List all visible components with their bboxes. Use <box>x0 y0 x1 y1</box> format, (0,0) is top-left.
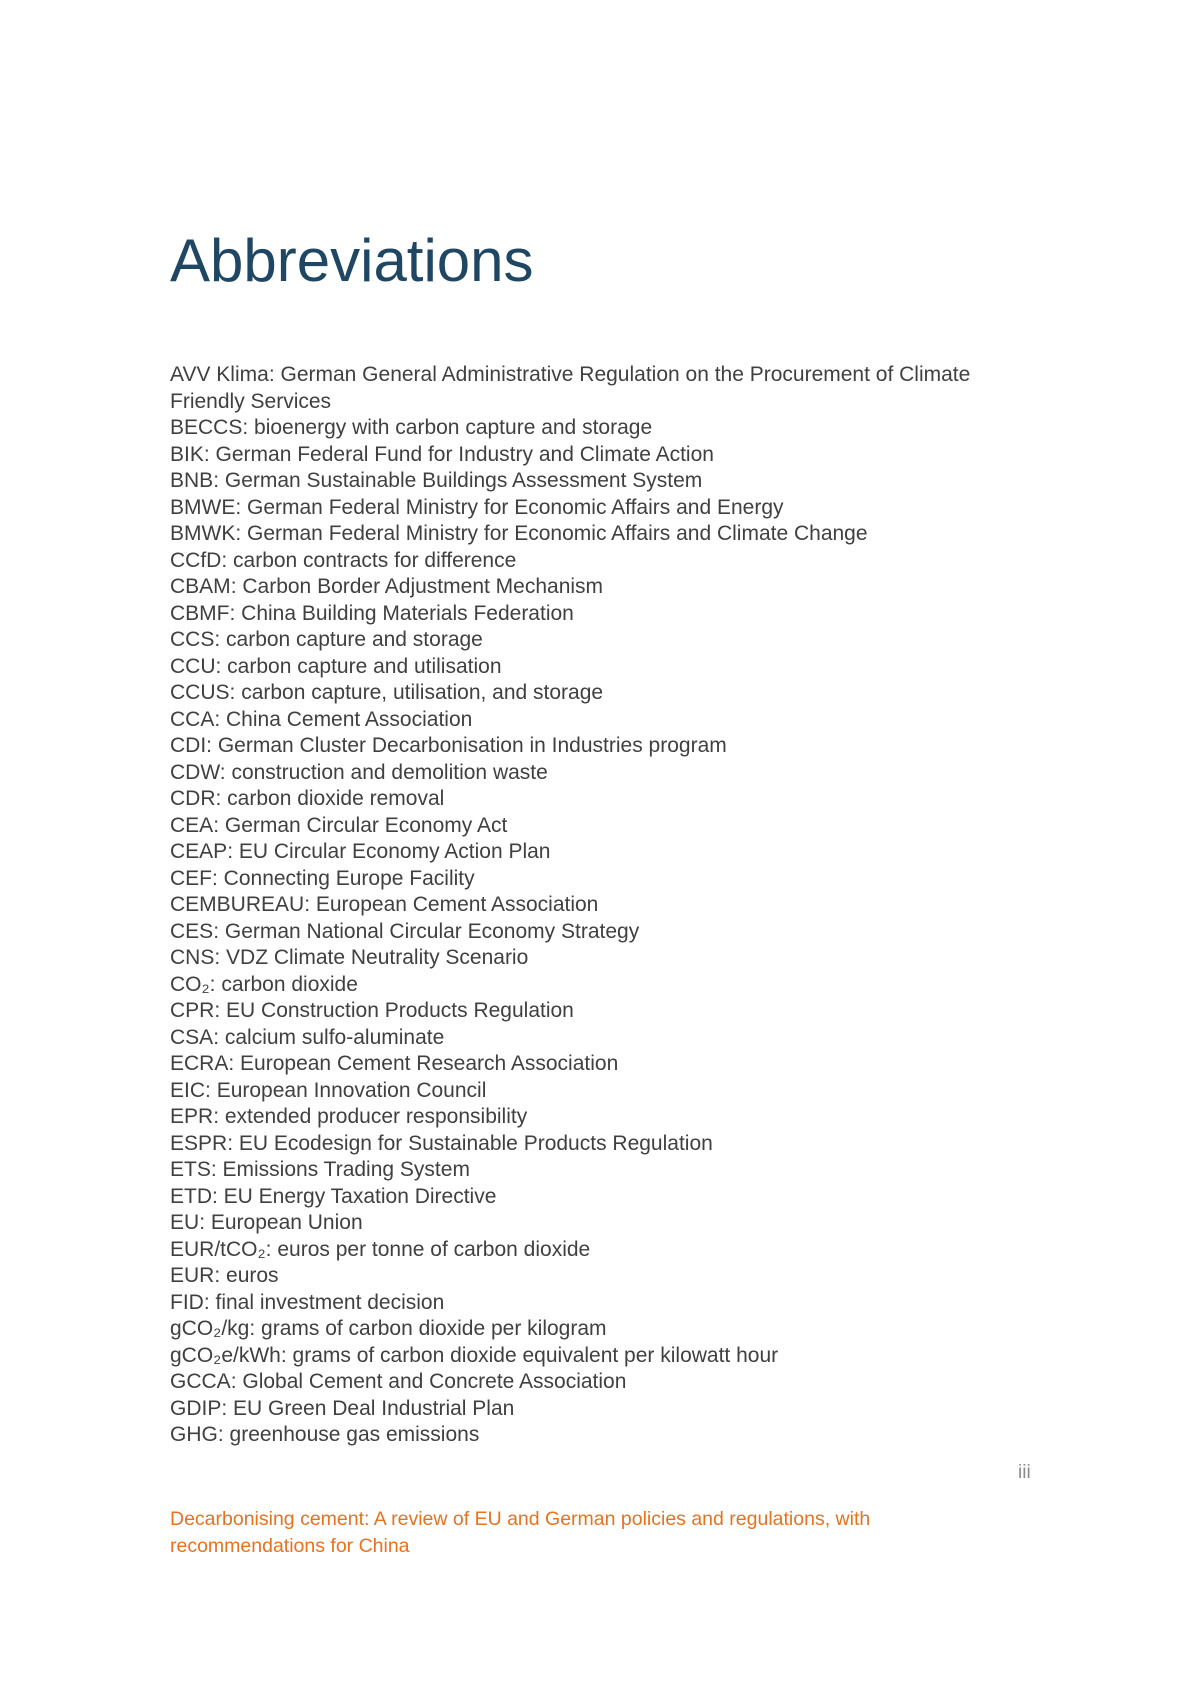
abbreviation-definition: European Cement Association <box>315 893 599 916</box>
abbreviation-definition: euros <box>226 1264 279 1287</box>
abbreviation-definition: European Cement Research Association <box>240 1052 619 1075</box>
abbreviation-item: AVV Klima: German General Administrative Regulation on the Procurement of Climate Friendly Services <box>170 363 971 413</box>
abbreviation-definition: carbon dioxide removal <box>227 787 445 810</box>
abbreviation-term: GCCA <box>170 1370 231 1393</box>
abbreviation-item: ETS: Emissions Trading System <box>170 1158 470 1181</box>
abbreviation-definition: Global Cement and Concrete Association <box>242 1370 627 1393</box>
abbreviation-item: gCO₂/kg: grams of carbon dioxide per kilogram <box>170 1317 607 1340</box>
abbreviation-item: EUR/tCO₂: euros per tonne of carbon dioxide <box>170 1237 591 1261</box>
abbreviation-term: EUR <box>170 1264 215 1287</box>
abbreviation-term: EIC <box>170 1078 206 1102</box>
abbreviation-item: CEA: German Circular Economy Act <box>170 813 508 837</box>
abbreviation-item: CEF: Connecting Europe Facility <box>170 866 475 890</box>
abbreviation-item: CCUS: carbon capture, utilisation, and storage <box>170 681 604 704</box>
abbreviation-term: gCO₂e/kWh <box>170 1343 281 1367</box>
abbreviation-term: ESPR <box>170 1131 228 1155</box>
abbreviation-item: CDR: carbon dioxide removal <box>170 787 445 810</box>
abbreviation-term: BMWE <box>170 495 236 519</box>
abbreviation-item: CO₂: carbon dioxide <box>170 972 358 996</box>
abbreviation-item: ECRA: European Cement Research Association <box>170 1052 619 1075</box>
abbreviation-definition: carbon capture, utilisation, and storage <box>241 681 604 704</box>
abbreviation-item: BECCS: bioenergy with carbon capture and storage <box>170 416 653 439</box>
abbreviation-definition: German Federal Ministry for Economic Affairs and Climate Change <box>247 522 868 545</box>
abbreviation-term: CPR <box>170 999 215 1022</box>
abbreviation-term: BMWK <box>170 522 236 545</box>
abbreviation-term: ETS <box>170 1158 211 1181</box>
abbreviation-item: CPR: EU Construction Products Regulation <box>170 999 574 1022</box>
abbreviation-definition: German Federal Fund for Industry and Climate Action <box>215 442 714 466</box>
abbreviation-definition: bioenergy with carbon capture and storage <box>254 416 653 439</box>
abbreviation-term: ETD <box>170 1184 212 1208</box>
abbreviation-definition: German Circular Economy Act <box>224 813 508 837</box>
abbreviation-item: GHG: greenhouse gas emissions <box>170 1423 480 1446</box>
abbreviation-definition: construction and demolition waste <box>231 760 548 784</box>
abbreviation-item: CDI: German Cluster Decarbonisation in Industries program <box>170 734 727 757</box>
abbreviation-term: EU <box>170 1211 200 1234</box>
abbreviation-item: ESPR: EU Ecodesign for Sustainable Products Regulation <box>170 1131 713 1155</box>
abbreviation-term: CBAM <box>170 575 231 598</box>
abbreviation-term: GDIP <box>170 1396 222 1420</box>
abbreviation-item: CEAP: EU Circular Economy Action Plan <box>170 840 551 863</box>
abbreviation-item: CCS: carbon capture and storage <box>170 628 483 651</box>
abbreviation-item: CCfD: carbon contracts for difference <box>170 548 517 572</box>
abbreviation-term: BECCS <box>170 416 243 439</box>
abbreviation-item: ETD: EU Energy Taxation Directive <box>170 1184 497 1208</box>
abbreviation-item: EPR: extended producer responsibility <box>170 1105 528 1128</box>
abbreviation-definition: German Sustainable Buildings Assessment System <box>224 469 703 492</box>
abbreviation-term: CEF <box>170 866 212 890</box>
abbreviation-definition: grams of carbon dioxide equivalent per kilowatt hour <box>292 1343 779 1367</box>
abbreviation-term: CO₂ <box>170 972 210 996</box>
abbreviation-item: CBMF: China Building Materials Federation <box>170 601 574 625</box>
abbreviation-term: AVV Klima <box>170 363 269 386</box>
abbreviation-item: CCA: China Cement Association <box>170 707 473 731</box>
abbreviation-definition: VDZ Climate Neutrality Scenario <box>226 946 529 969</box>
abbreviation-item: EU: European Union <box>170 1211 363 1234</box>
abbreviation-definition: euros per tonne of carbon dioxide <box>277 1237 591 1261</box>
abbreviation-term: CEAP <box>170 840 228 863</box>
abbreviation-definition: China Building Materials Federation <box>241 601 574 625</box>
abbreviation-definition: greenhouse gas emissions <box>229 1423 480 1446</box>
abbreviation-item: CCU: carbon capture and utilisation <box>170 654 502 678</box>
abbreviation-definition: German Federal Ministry for Economic Affairs and Energy <box>247 495 784 519</box>
abbreviation-term: FID <box>170 1290 204 1314</box>
abbreviation-term: CES <box>170 919 214 943</box>
abbreviation-definition: EU Energy Taxation Directive <box>223 1184 497 1208</box>
abbreviation-definition: EU Construction Products Regulation <box>226 999 574 1022</box>
abbreviation-term: GHG <box>170 1423 218 1446</box>
abbreviation-item: BMWK: German Federal Ministry for Economic Affairs and Climate Change <box>170 522 868 545</box>
abbreviation-term: CCU <box>170 654 216 678</box>
abbreviation-item: FID: final investment decision <box>170 1290 445 1314</box>
abbreviation-definition: EU Ecodesign for Sustainable Products Regulation <box>238 1131 713 1155</box>
abbreviation-definition: grams of carbon dioxide per kilogram <box>261 1317 607 1340</box>
abbreviation-definition: EU Green Deal Industrial Plan <box>233 1396 515 1420</box>
abbreviation-item: BIK: German Federal Fund for Industry and Climate Action <box>170 442 714 466</box>
abbreviation-definition: Connecting Europe Facility <box>223 866 475 890</box>
abbreviation-term: EPR <box>170 1105 214 1128</box>
abbreviation-term: gCO₂/kg <box>170 1317 250 1340</box>
abbreviation-definition: European Union <box>210 1211 363 1234</box>
abbreviation-term: BIK <box>170 442 204 466</box>
abbreviation-definition: European Innovation Council <box>216 1078 487 1102</box>
abbreviation-item: CDW: construction and demolition waste <box>170 760 548 784</box>
abbreviation-item: CEMBUREAU: European Cement Association <box>170 893 599 916</box>
abbreviation-term: CDI <box>170 734 207 757</box>
abbreviation-term: CDR <box>170 787 216 810</box>
abbreviation-term: ECRA <box>170 1052 229 1075</box>
abbreviation-item: GCCA: Global Cement and Concrete Association <box>170 1370 627 1393</box>
abbreviation-term: BNB <box>170 469 214 492</box>
abbreviation-item: CNS: VDZ Climate Neutrality Scenario <box>170 946 529 969</box>
abbreviation-definition: carbon dioxide <box>221 972 358 996</box>
abbreviation-item: EUR: euros <box>170 1264 279 1287</box>
abbreviation-definition: German National Circular Economy Strategy <box>224 919 640 943</box>
abbreviation-item: GDIP: EU Green Deal Industrial Plan <box>170 1396 515 1420</box>
abbreviation-term: CCS <box>170 628 215 651</box>
abbreviation-term: CCA <box>170 707 215 731</box>
footer-document-title: Decarbonising cement: A review of EU and German policies and regulations, with recommendations for China <box>170 1508 871 1557</box>
abbreviation-definition: German Cluster Decarbonisation in Industries program <box>217 734 727 757</box>
abbreviation-item: CSA: calcium sulfo-aluminate <box>170 1025 445 1049</box>
abbreviation-term: CEMBUREAU <box>170 893 305 916</box>
abbreviation-definition: carbon contracts for difference <box>233 548 517 572</box>
abbreviation-term: CDW <box>170 760 220 784</box>
abbreviation-item: BNB: German Sustainable Buildings Assessment System <box>170 469 703 492</box>
abbreviation-definition: German General Administrative Regulation on the Procurement of Climate Friendly Services <box>170 363 971 413</box>
abbreviation-item: CBAM: Carbon Border Adjustment Mechanism <box>170 575 604 598</box>
abbreviation-definition: China Cement Association <box>226 707 473 731</box>
abbreviation-term: CCUS <box>170 681 230 704</box>
abbreviation-term: EUR/tCO₂ <box>170 1237 266 1261</box>
abbreviation-item: EIC: European Innovation Council <box>170 1078 487 1102</box>
abbreviation-definition: final investment decision <box>215 1290 445 1314</box>
abbreviation-item: CES: German National Circular Economy Strategy <box>170 919 640 943</box>
page-title: Abbreviations <box>170 227 534 294</box>
abbreviation-term: CSA <box>170 1025 214 1049</box>
abbreviation-term: CEA <box>170 813 214 837</box>
abbreviation-definition: extended producer responsibility <box>224 1105 528 1128</box>
abbreviation-item: BMWE: German Federal Ministry for Economic Affairs and Energy <box>170 495 784 519</box>
abbreviation-definition: Carbon Border Adjustment Mechanism <box>242 575 604 598</box>
abbreviation-term: CCfD <box>170 548 222 572</box>
abbreviation-definition: carbon capture and storage <box>226 628 483 651</box>
abbreviation-item: gCO₂e/kWh: grams of carbon dioxide equivalent per kilowatt hour <box>170 1343 779 1367</box>
abbreviation-definition: calcium sulfo-aluminate <box>224 1025 445 1049</box>
abbreviation-definition: EU Circular Economy Action Plan <box>238 840 551 863</box>
abbreviation-term: CBMF <box>170 601 230 625</box>
abbreviation-definition: Emissions Trading System <box>222 1158 470 1181</box>
page-number: iii <box>1018 1462 1031 1483</box>
abbreviation-definition: carbon capture and utilisation <box>227 654 502 678</box>
abbreviation-list <box>170 362 1030 1449</box>
abbreviation-term: CNS <box>170 946 215 969</box>
